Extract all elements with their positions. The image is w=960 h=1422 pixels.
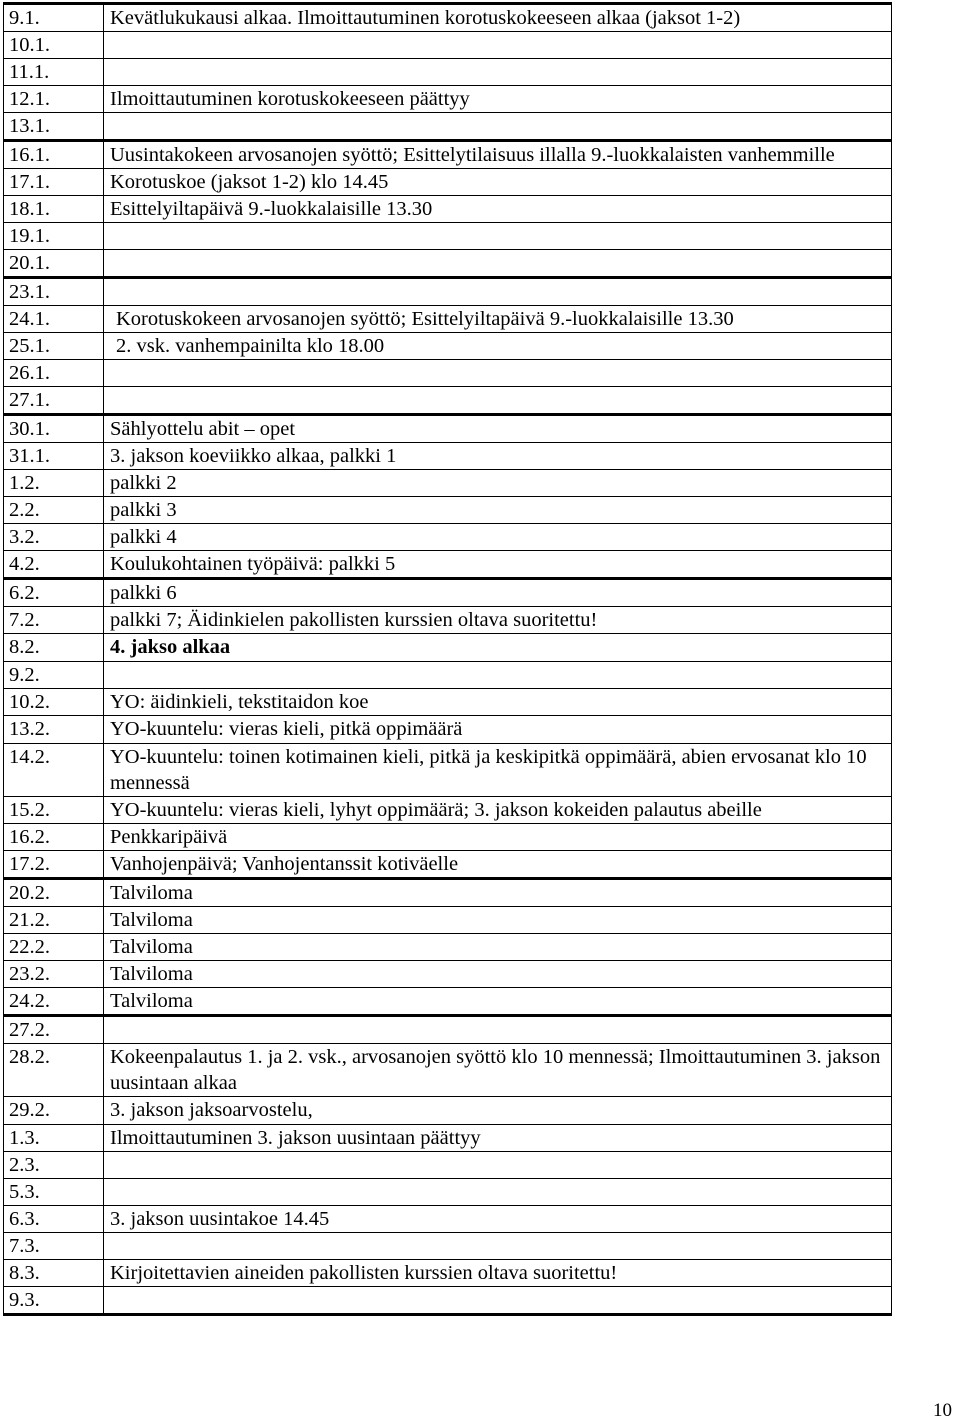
- table-row: [4, 59, 892, 86]
- date-cell: 1.2.: [4, 470, 104, 497]
- date-cell: 8.3.: [4, 1260, 104, 1287]
- event-cell: Penkkaripäivä: [104, 824, 892, 851]
- table-row: [4, 415, 892, 443]
- table-row: [4, 497, 892, 524]
- date-cell: 19.1.: [4, 223, 104, 250]
- date-cell: 23.2.: [4, 961, 104, 988]
- table-row: [4, 4, 892, 32]
- schedule-table: [3, 2, 892, 1316]
- table-row: [4, 141, 892, 169]
- event-cell: Kirjoitettavien aineiden pakollisten kurssien oltava suoritettu!: [104, 1260, 892, 1287]
- event-cell: Korotuskokeen arvosanojen syöttö; Esittelyiltapäivä 9.-luokkalaisille 13.30: [104, 306, 892, 333]
- date-cell: 11.1.: [4, 59, 104, 86]
- table-row: [4, 333, 892, 360]
- table-row: [4, 1125, 892, 1152]
- date-cell: 10.2.: [4, 689, 104, 716]
- date-cell: 9.1.: [4, 4, 104, 32]
- date-cell: 27.2.: [4, 1016, 104, 1044]
- event-cell: YO-kuuntelu: vieras kieli, pitkä oppimäärä: [104, 716, 892, 744]
- event-cell: [104, 1233, 892, 1260]
- table-row: [4, 1152, 892, 1179]
- date-cell: 16.1.: [4, 141, 104, 169]
- date-cell: 9.3.: [4, 1287, 104, 1315]
- event-cell: Ilmoittautuminen korotuskokeeseen päättyy: [104, 86, 892, 113]
- event-cell: Sählyottelu abit – opet: [104, 415, 892, 443]
- event-cell: Talviloma: [104, 961, 892, 988]
- date-cell: 1.3.: [4, 1125, 104, 1152]
- table-row: [4, 907, 892, 934]
- date-cell: 10.1.: [4, 32, 104, 59]
- table-row: [4, 579, 892, 607]
- date-cell: 16.2.: [4, 824, 104, 851]
- table-row: [4, 196, 892, 223]
- date-cell: 17.1.: [4, 169, 104, 196]
- date-cell: 25.1.: [4, 333, 104, 360]
- table-row: [4, 716, 892, 744]
- table-row: [4, 689, 892, 716]
- event-cell: [104, 223, 892, 250]
- table-row: [4, 797, 892, 824]
- table-row: [4, 169, 892, 196]
- date-cell: 20.2.: [4, 879, 104, 907]
- table-row: [4, 824, 892, 851]
- event-cell: YO: äidinkieli, tekstitaidon koe: [104, 689, 892, 716]
- date-cell: 29.2.: [4, 1097, 104, 1125]
- event-cell: [104, 113, 892, 141]
- table-row: [4, 360, 892, 387]
- table-row: [4, 851, 892, 879]
- table-row: [4, 607, 892, 634]
- event-cell: YO-kuuntelu: vieras kieli, lyhyt oppimäärä; 3. jakson kokeiden palautus abeille: [104, 797, 892, 824]
- date-cell: 7.3.: [4, 1233, 104, 1260]
- table-row: [4, 443, 892, 470]
- event-cell: Talviloma: [104, 907, 892, 934]
- date-cell: 12.1.: [4, 86, 104, 113]
- date-cell: 14.2.: [4, 744, 104, 797]
- date-cell: 7.2.: [4, 607, 104, 634]
- date-cell: 6.2.: [4, 579, 104, 607]
- date-cell: 13.2.: [4, 716, 104, 744]
- event-cell: Talviloma: [104, 988, 892, 1016]
- table-row: [4, 1044, 892, 1097]
- table-row: [4, 1179, 892, 1206]
- event-cell: Vanhojenpäivä; Vanhojentanssit kotiväelle: [104, 851, 892, 879]
- table-row: [4, 551, 892, 579]
- event-cell: [104, 32, 892, 59]
- table-row: [4, 1097, 892, 1125]
- date-cell: 2.2.: [4, 497, 104, 524]
- event-cell: [104, 387, 892, 415]
- date-cell: 23.1.: [4, 278, 104, 306]
- event-cell: palkki 2: [104, 470, 892, 497]
- event-cell: Talviloma: [104, 934, 892, 961]
- table-row: [4, 306, 892, 333]
- event-cell: [104, 662, 892, 689]
- table-row: [4, 634, 892, 662]
- schedule-body: [4, 4, 892, 1315]
- event-cell: [104, 278, 892, 306]
- date-cell: 28.2.: [4, 1044, 104, 1097]
- table-row: [4, 470, 892, 497]
- date-cell: 8.2.: [4, 634, 104, 662]
- table-row: [4, 113, 892, 141]
- event-cell: Kevätlukukausi alkaa. Ilmoittautuminen korotuskokeeseen alkaa (jaksot 1-2): [104, 4, 892, 32]
- date-cell: 2.3.: [4, 1152, 104, 1179]
- date-cell: 5.3.: [4, 1179, 104, 1206]
- table-row: [4, 223, 892, 250]
- table-row: [4, 744, 892, 797]
- date-cell: 20.1.: [4, 250, 104, 278]
- table-row: [4, 1206, 892, 1233]
- table-row: [4, 961, 892, 988]
- table-row: [4, 387, 892, 415]
- date-cell: 9.2.: [4, 662, 104, 689]
- date-cell: 30.1.: [4, 415, 104, 443]
- event-cell: [104, 1287, 892, 1315]
- event-cell: Korotuskoe (jaksot 1-2) klo 14.45: [104, 169, 892, 196]
- table-row: [4, 1260, 892, 1287]
- date-cell: 13.1.: [4, 113, 104, 141]
- date-cell: 3.2.: [4, 524, 104, 551]
- table-row: [4, 1016, 892, 1044]
- event-cell: palkki 6: [104, 579, 892, 607]
- event-cell: 2. vsk. vanhempainilta klo 18.00: [104, 333, 892, 360]
- page-number: 10: [933, 1400, 952, 1421]
- date-cell: 15.2.: [4, 797, 104, 824]
- event-cell: palkki 7; Äidinkielen pakollisten kurssien oltava suoritettu!: [104, 607, 892, 634]
- event-cell: Talviloma: [104, 879, 892, 907]
- date-cell: 31.1.: [4, 443, 104, 470]
- date-cell: 24.1.: [4, 306, 104, 333]
- event-cell: Esittelyiltapäivä 9.-luokkalaisille 13.30: [104, 196, 892, 223]
- table-row: [4, 988, 892, 1016]
- date-cell: 26.1.: [4, 360, 104, 387]
- table-row: [4, 1287, 892, 1315]
- table-row: [4, 934, 892, 961]
- event-cell: palkki 4: [104, 524, 892, 551]
- event-cell: 3. jakson uusintakoe 14.45: [104, 1206, 892, 1233]
- table-row: [4, 1233, 892, 1260]
- date-cell: 22.2.: [4, 934, 104, 961]
- event-cell: [104, 360, 892, 387]
- table-row: [4, 250, 892, 278]
- event-cell: 3. jakson jaksoarvostelu,: [104, 1097, 892, 1125]
- event-cell: YO-kuuntelu: toinen kotimainen kieli, pitkä ja keskipitkä oppimäärä, abien ervosanat klo 10 mennessä: [104, 744, 892, 797]
- date-cell: 18.1.: [4, 196, 104, 223]
- date-cell: 4.2.: [4, 551, 104, 579]
- table-row: [4, 32, 892, 59]
- event-cell: Ilmoittautuminen 3. jakson uusintaan päättyy: [104, 1125, 892, 1152]
- event-cell: 4. jakso alkaa: [104, 634, 892, 662]
- table-row: [4, 86, 892, 113]
- date-cell: 6.3.: [4, 1206, 104, 1233]
- date-cell: 21.2.: [4, 907, 104, 934]
- table-row: [4, 879, 892, 907]
- date-cell: 24.2.: [4, 988, 104, 1016]
- date-cell: 27.1.: [4, 387, 104, 415]
- table-row: [4, 524, 892, 551]
- event-cell: palkki 3: [104, 497, 892, 524]
- event-cell: Koulukohtainen työpäivä: palkki 5: [104, 551, 892, 579]
- event-cell: [104, 250, 892, 278]
- event-cell: [104, 59, 892, 86]
- table-row: [4, 662, 892, 689]
- event-cell: Kokeenpalautus 1. ja 2. vsk., arvosanojen syöttö klo 10 mennessä; Ilmoittautuminen 3. jakson uusintaan alkaa: [104, 1044, 892, 1097]
- date-cell: 17.2.: [4, 851, 104, 879]
- event-cell: [104, 1016, 892, 1044]
- table-row: [4, 278, 892, 306]
- event-cell: [104, 1152, 892, 1179]
- event-cell: [104, 1179, 892, 1206]
- event-cell: 3. jakson koeviikko alkaa, palkki 1: [104, 443, 892, 470]
- event-cell: Uusintakokeen arvosanojen syöttö; Esittelytilaisuus illalla 9.-luokkalaisten vanhemmille: [104, 141, 892, 169]
